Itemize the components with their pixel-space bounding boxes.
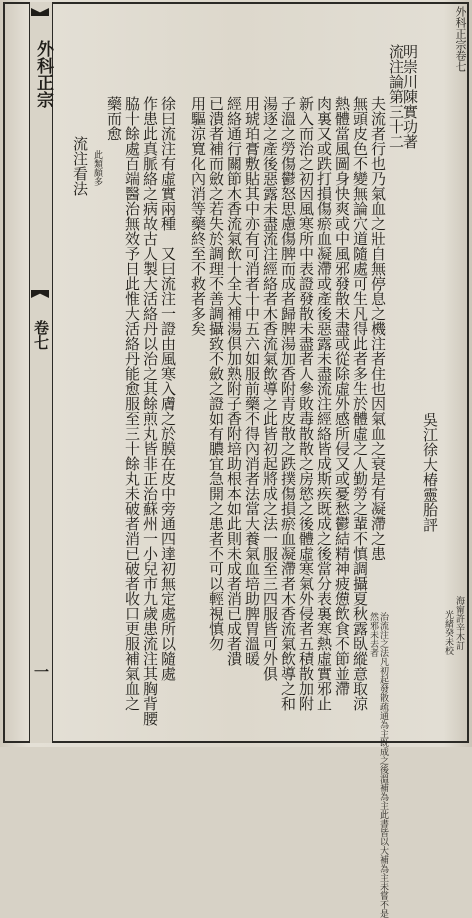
body-column: 肉裏又或跌打損傷瘀血凝滯或產後惡露未盡流注經絡皆成斯疾既成之後當分表裏寒熱虛實邪止 (315, 96, 333, 711)
body-column: 用驅涼寬化內消等藥終至不救者多矣 (189, 96, 207, 336)
body-column: 湯逐之產後惡露未盡流注經絡者木香流氣飲導之此皆初起將成之法一服至三四服皆可外俱 (261, 96, 279, 681)
spine-leaf-number: 一 (32, 664, 50, 679)
case-tail-note: 此類頗多 (92, 150, 102, 186)
body-column: 經絡通行關節木香流氣飲十全大補湯倶加熟附子香附培助根本如此則未成者消已成者潰 (225, 96, 243, 666)
proofreader-2: 光緒癸未校 (443, 610, 453, 655)
body-column: 無頭皮色不變無論穴道隨處可生凡得此者多生於體虛之人勤勞之輩不慎調攝夏秋露臥縱意取涼 (351, 96, 369, 711)
running-head: 外科正宗卷七 (454, 6, 467, 72)
case-column: 徐曰流注有虛實兩種 又曰流注一證由風寒入膚之於膜在皮中旁通四達初無定處所以隨處 (159, 96, 177, 681)
body-column: 熱體當風圖身快爽或中風邪發散未盡或從除虛外感所侵又或憂愁鬱結精神疲憊飲食不節並滯 (333, 96, 351, 696)
page-spine (29, 2, 53, 743)
proofreader-1: 海甯許辛木訂 (454, 596, 464, 650)
case-column: 脇十餘處百端醫治無效予日此惟大活絡丹能愈服至三十餘丸未破者消已破者收口更服補氣血之 (123, 96, 141, 711)
body-column: 夫流者行也乃氣血之壯自無停息之機注者住也因氣血之衰是有凝滯之患 (369, 96, 387, 561)
note-column: 治流注之法凡初起發散疏通為主既成之後溫補為主此書皆以大補為主未嘗不是 (378, 612, 388, 918)
body-column: 新入而治之初因風寒所中表證發散未盡者人參敗毒散散之房慾之後體虛寒氣外侵者五積散加附 (297, 96, 315, 711)
body-column: 已潰者補而斂之若失於調理不善調攝致不斂之證如有膿宜急開之患者不可以輕視慎勿 (207, 96, 225, 651)
case-column: 作患此真脈絡之病故古人製大活絡丹以治之其餘煎丸皆非正治蘇州一小兒市九歲患流注其胸背腰 (141, 96, 159, 726)
section-title: 流注論第三十二 (387, 44, 405, 149)
body-column: 用琥珀膏敷貼其中亦有可消者十中五六如服前藥不得內消者法當大養氣血培助脾胃溫暖 (243, 96, 261, 666)
spine-volume: 卷七 (32, 320, 50, 350)
body-column: 子溫之勞傷鬱怒思慮傷脾而成者歸脾湯加香附青皮散之跌撲傷損瘀血凝滯者木香流氣飲導之和 (279, 96, 297, 711)
spine-title: 外科正宗 (33, 40, 53, 108)
editor-line: 吳江徐大椿靈胎評 (421, 412, 439, 532)
note-column: 然邪未去者 (368, 612, 378, 657)
subsection-title: 流注看法 (71, 136, 89, 196)
author-line: 明崇川陳實功著 (401, 44, 419, 149)
case-tail: 藥而愈 (105, 96, 123, 141)
